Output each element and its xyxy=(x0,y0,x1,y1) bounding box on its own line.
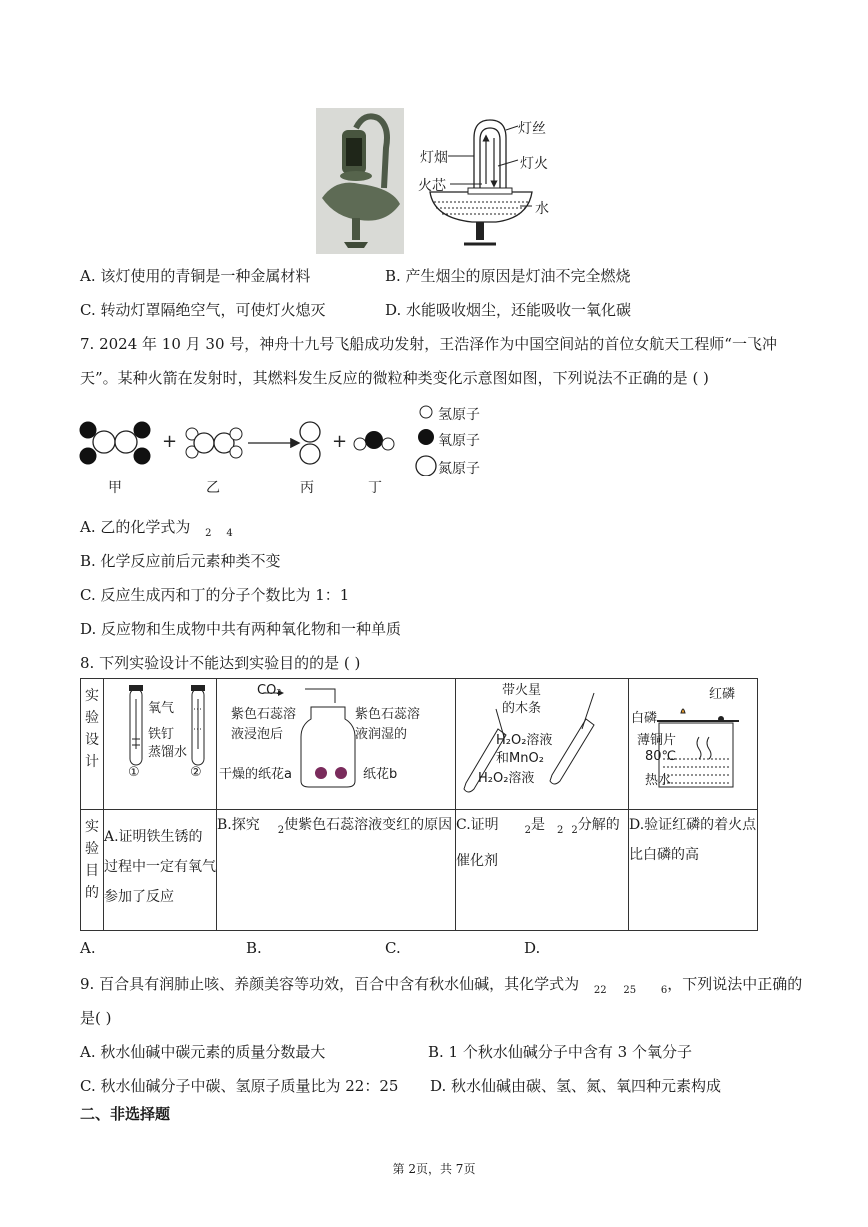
q8-answer-a: A. xyxy=(80,939,96,957)
purpose-d: D.验证红磷的着火点比白磷的高 xyxy=(629,810,758,931)
species-bing: 丙 xyxy=(300,480,314,496)
q8-answer-d: D. xyxy=(524,939,541,957)
design-a: 氧气 铁钉 蒸馏水 ① ② xyxy=(104,679,217,810)
page-footer: 第 2页，共 7页 xyxy=(392,1162,476,1176)
lamp-label-filament: 灯丝 xyxy=(518,121,546,137)
legend-oxygen: 氧原子 xyxy=(438,433,480,449)
svg-text:+: + xyxy=(162,431,178,452)
svg-text:+: + xyxy=(332,431,348,452)
species-jia: 甲 xyxy=(108,480,122,496)
reaction-diagram xyxy=(76,404,496,476)
q6-option-a: A. 该灯使用的青铜是一种金属材料 xyxy=(80,267,311,285)
q7-option-b: B. 化学反应前后元素种类不变 xyxy=(80,552,281,570)
design-c: 带火星 的木条 H₂O₂溶液 和MnO₂ H₂O₂溶液 xyxy=(456,679,629,810)
section-heading: 二、非选择题 xyxy=(80,1105,171,1123)
purpose-a: A.证明铁生锈的过程中一定有氧气参加了反应 xyxy=(104,810,217,931)
lamp-label-chimney: 灯烟 xyxy=(420,150,448,166)
purpose-b: B.探究 $_2$使紫色石蕊溶液变红的原因 xyxy=(217,810,456,931)
q7-option-c: C. 反应生成丙和丁的分子个数比为 1：1 xyxy=(80,586,350,604)
species-ding: 丁 xyxy=(368,480,382,496)
q7-option-d: D. 反应物和生成物中共有两种氧化物和一种单质 xyxy=(80,620,402,638)
design-b: CO₂ 紫色石蕊溶 液浸泡后 干燥的纸花a 紫色石蕊溶 液润湿的 纸花b xyxy=(217,679,456,810)
bronze-lamp-photo xyxy=(316,108,404,254)
row-label-design: 实 验 设 计 xyxy=(81,679,104,810)
q9-option-b: B. 1 个秋水仙碱分子中含有 3 个氧分子 xyxy=(428,1043,692,1061)
lamp-label-wick: 火芯 xyxy=(418,178,446,194)
q7-stem-line2: 天”。某种火箭在发射时，其燃料发生反应的微粒种类变化示意图如图，下列说法不正确的是 ( ) xyxy=(80,369,709,387)
q9-option-c: C. 秋水仙碱分子中碳、氢原子质量比为 22：25 xyxy=(80,1077,399,1095)
q8-stem: 8. 下列实验设计不能达到实验目的的是 ( ) xyxy=(80,654,361,672)
q6-option-b: B. 产生烟尘的原因是灯油不完全燃烧 xyxy=(385,267,631,285)
legend-nitrogen: 氮原子 xyxy=(438,461,480,477)
lamp-label-water: 水 xyxy=(535,201,549,217)
q8-answer-c: C. xyxy=(385,939,401,957)
legend-hydrogen: 氢原子 xyxy=(438,407,480,423)
q9-option-d: D. 秋水仙碱由碳、氢、氮、氧四种元素构成 xyxy=(430,1077,722,1095)
q9-option-a: A. 秋水仙碱中碳元素的质量分数最大 xyxy=(80,1043,326,1061)
species-yi: 乙 xyxy=(206,480,220,496)
q9-stem-line2: 是( ) xyxy=(80,1009,112,1027)
row-label-purpose: 实 验 目 的 xyxy=(81,810,104,931)
lamp-label-flame: 灯火 xyxy=(520,156,548,172)
q6-option-d: D. 水能吸收烟尘，还能吸收一氧化碳 xyxy=(385,301,632,319)
q7-stem-line1: 7. 2024 年 10 月 30 号，神舟十九号飞船成功发射，王浩泽作为中国空间站的首位女航天工程师“一飞冲 xyxy=(80,335,777,353)
q6-option-c: C. 转动灯罩隔绝空气，可使灯火熄灭 xyxy=(80,301,326,319)
q9-stem-line1: 9. 百合具有润肺止咳、养颜美容等功效，百合中含有秋水仙碱，其化学式为 $_{22}$ $_{25}$ $_6$，下列说法中正确的 xyxy=(80,975,803,996)
q7-option-a: A. 乙的化学式为 $_2$ $_4$ xyxy=(80,518,233,539)
experiment-table xyxy=(80,678,758,931)
design-d: 红磷 白磷 薄铜片 80℃ 热水 xyxy=(629,679,758,810)
purpose-c: C.证明 $_2$是 $_2$ $_2$分解的催化剂 xyxy=(456,810,629,931)
q8-answer-b: B. xyxy=(246,939,262,957)
